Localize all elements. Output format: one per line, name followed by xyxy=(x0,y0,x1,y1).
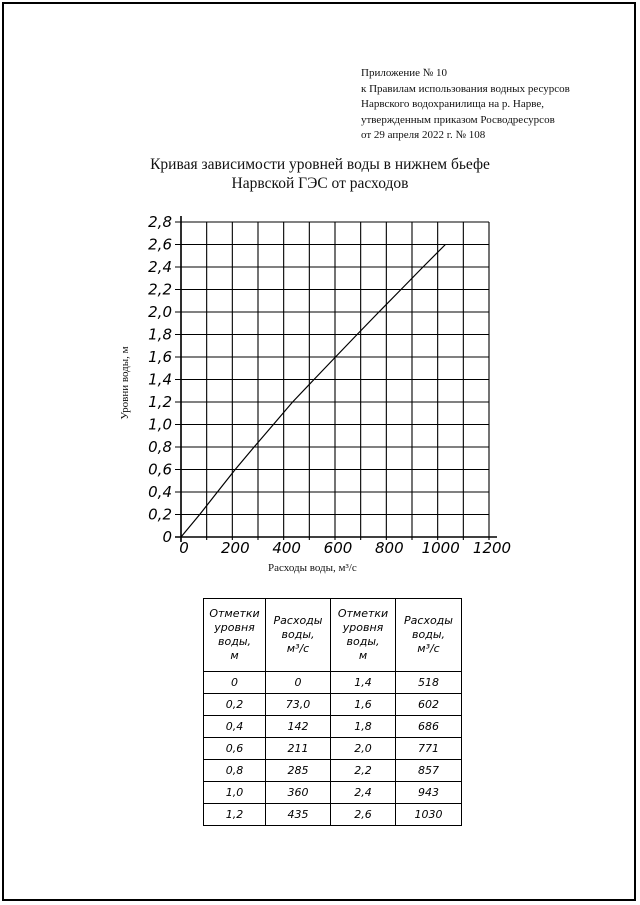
table-row xyxy=(204,672,462,694)
table-cell: 2,0 xyxy=(331,738,396,760)
table-cell: 1,6 xyxy=(331,694,396,716)
x-tick-label: 200 xyxy=(221,539,250,557)
table-cell: 0,8 xyxy=(204,760,266,782)
table-cell: 686 xyxy=(396,716,462,738)
header-line: Нарвского водохранилища на р. Нарве, xyxy=(361,98,544,110)
table-cell: 285 xyxy=(266,760,331,782)
table-cell: 1,0 xyxy=(204,782,266,804)
table-cell: 1030 xyxy=(396,804,462,826)
header-line: от 29 апреля 2022 г. № 108 xyxy=(361,129,486,141)
table-header-row xyxy=(204,599,462,672)
table-row xyxy=(204,738,462,760)
y-tick-label: 0,8 xyxy=(148,438,172,456)
table-cell: 1,2 xyxy=(204,804,266,826)
table-row xyxy=(204,782,462,804)
table-cell: 0,6 xyxy=(204,738,266,760)
table-body xyxy=(204,672,462,826)
table-cell: 0,2 xyxy=(204,694,266,716)
y-tick-label: 1,4 xyxy=(148,370,172,389)
y-tick-label: 2,6 xyxy=(148,235,172,254)
table-header-cell: Расходы воды, м³/с xyxy=(396,599,462,672)
header-line: Приложение № 10 xyxy=(361,67,448,79)
table-cell: 2,4 xyxy=(331,782,396,804)
y-tick-label: 0,4 xyxy=(148,483,172,501)
series-line xyxy=(181,245,445,538)
x-tick-label: 1200 xyxy=(472,539,512,557)
y-tick-label: 1,8 xyxy=(148,325,172,344)
x-tick-label: 0 xyxy=(179,539,189,557)
x-tick-label: 1000 xyxy=(421,539,460,557)
x-tick-label: 400 xyxy=(272,539,301,557)
y-tick-label: 0,2 xyxy=(148,505,172,524)
y-tick-label: 0 xyxy=(162,528,172,546)
table-row xyxy=(204,694,462,716)
table-cell: 360 xyxy=(266,782,331,804)
y-tick-label: 1,6 xyxy=(148,348,172,366)
table-cell: 771 xyxy=(396,738,462,760)
chart-title-line: Нарвской ГЭС от расходов xyxy=(231,175,409,192)
header-line: к Правилам использования водных ресурсов xyxy=(361,82,570,95)
table-cell: 2,2 xyxy=(331,760,396,782)
table-cell: 2,6 xyxy=(331,804,396,826)
table-cell: 0,4 xyxy=(204,716,266,738)
table-cell: 211 xyxy=(266,738,331,760)
table-cell: 0 xyxy=(204,672,266,694)
data-table xyxy=(203,598,462,826)
table-header-cell: Отметки уровня воды, м xyxy=(204,599,266,672)
table-cell: 1,8 xyxy=(331,716,396,738)
table-cell: 0 xyxy=(266,672,331,694)
table-cell: 602 xyxy=(396,694,462,716)
table-row xyxy=(204,804,462,826)
table-cell: 857 xyxy=(396,760,462,782)
table-header-cell: Отметки уровня воды, м xyxy=(331,599,396,672)
y-tick-label: 2,0 xyxy=(148,303,172,321)
table-cell: 518 xyxy=(396,672,462,694)
y-tick-label: 2,4 xyxy=(148,258,172,276)
table-row xyxy=(204,716,462,738)
y-tick-label: 2,8 xyxy=(148,213,172,231)
x-tick-label: 800 xyxy=(375,539,404,557)
table-row xyxy=(204,760,462,782)
table-header-cell: Расходы воды, м³/с xyxy=(266,599,331,672)
x-tick-label: 600 xyxy=(323,539,353,557)
y-tick-label: 0,6 xyxy=(148,460,172,479)
table-cell: 73,0 xyxy=(266,694,331,716)
table-cell: 1,4 xyxy=(331,672,396,694)
x-axis-label: Расходы воды, м³/с xyxy=(268,562,357,574)
chart-title-line: Кривая зависимости уровней воды в нижнем бьефе xyxy=(150,156,490,173)
y-tick-label: 1,0 xyxy=(148,415,172,434)
y-tick-label: 1,2 xyxy=(148,393,172,411)
table-cell: 943 xyxy=(396,782,462,804)
y-axis-label: Уровни воды, м xyxy=(119,346,131,420)
header-line: утвержденным приказом Росводресурсов xyxy=(361,113,555,126)
table-cell: 142 xyxy=(266,716,331,738)
table-cell: 435 xyxy=(266,804,331,826)
y-tick-label: 2,2 xyxy=(148,280,172,299)
